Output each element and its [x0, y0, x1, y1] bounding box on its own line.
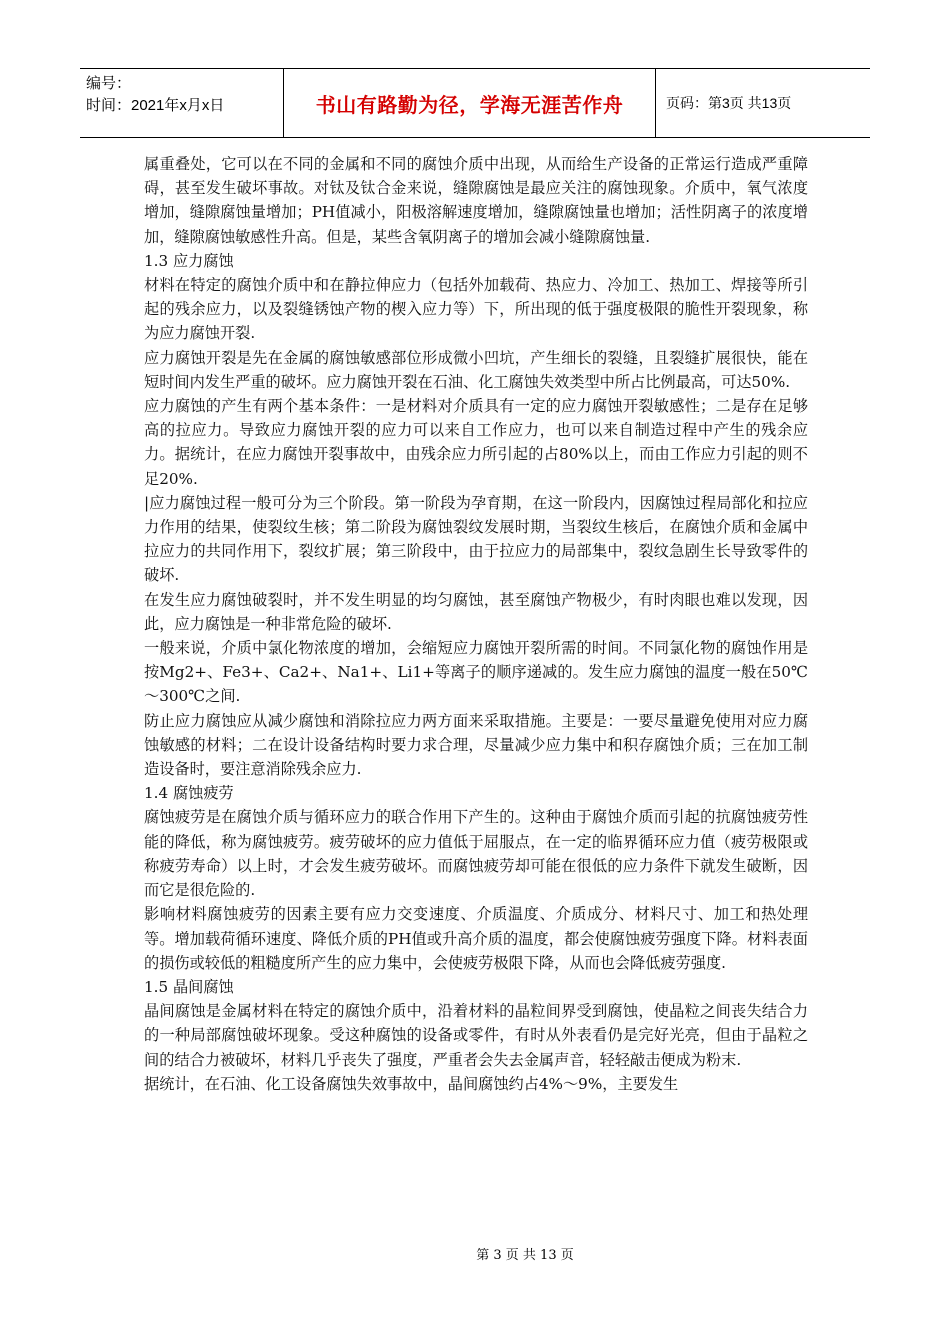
- page-footer: 第 3 页 共 13 页: [476, 1248, 574, 1263]
- section-heading: 1.4 腐蚀疲劳: [144, 784, 234, 803]
- paragraph: 腐蚀疲劳是在腐蚀介质与循环应力的联合作用下产生的。这种由于腐蚀介质而引起的抗腐蚀疲劳性能的降低，称为腐蚀疲劳。疲劳破坏的应力值低于屈服点，在一定的临界循环应力值（疲劳极限或称疲劳寿命）以上时，才会发生疲劳破坏。而腐蚀疲劳却可能在很低的应力条件下就发生破断，因而它是很危险的.: [144, 808, 808, 900]
- paragraph: 防止应力腐蚀应从减少腐蚀和消除拉应力两方面来采取措施。主要是：一要尽量避免使用对应力腐蚀敏感的材料；二在设计设备结构时要力求合理，尽量减少应力集中和积存腐蚀介质；三在加工制造设备时，要注意消除残余应力.: [144, 711, 808, 779]
- paragraph: 材料在特定的腐蚀介质中和在静拉伸应力（包括外加载荷、热应力、冷加工、热加工、焊接等所引起的残余应力，以及裂缝锈蚀产物的楔入应力等）下，所出现的低于强度极限的脆性开裂现象，称为应力腐蚀开裂.: [144, 276, 808, 343]
- paragraph: 影响材料腐蚀疲劳的因素主要有应力交变速度、介质温度、介质成分、材料尺寸、加工和热处理等。增加载荷循环速度、降低介质的PH值或升高介质的温度，都会使腐蚀疲劳强度下降。材料表面的损伤或较低的粗糙度所产生的应力集中，会使疲劳极限下降，从而也会降低疲劳强度.: [144, 905, 808, 972]
- header-motto: 书山有路勤为径，学海无涯苦作舟: [284, 69, 656, 137]
- section-heading: 1.5 晶间腐蚀: [144, 977, 234, 996]
- paragraph: 据统计，在石油、化工设备腐蚀失效事故中，晶间腐蚀约占4%～9%，主要发生: [144, 1074, 679, 1093]
- header-page-info: 页码：第3页 共13页: [666, 95, 792, 111]
- paragraph: 属重叠处，它可以在不同的金属和不同的腐蚀介质中出现，从而给生产设备的正常运行造成严重障碍，甚至发生破坏事故。对钛及钛合金来说，缝隙腐蚀是最应关注的腐蚀现象。介质中，氧气浓度增加，缝隙腐蚀量增加；PH值减小，阳极溶解速度增加，缝隙腐蚀量也增加；活性阴离子的浓度增加，缝隙腐蚀敏感性升高。但是，某些含氧阴离子的增加会减小缝隙腐蚀量.: [144, 155, 808, 246]
- document-date-label: 时间：2021年x月x日: [86, 97, 225, 114]
- document-body: [144, 152, 808, 1096]
- document-number-label: 编号：: [86, 75, 132, 92]
- paragraph: 在发生应力腐蚀破裂时，并不发生明显的均匀腐蚀，甚至腐蚀产物极少，有时肉眼也难以发现，因此，应力腐蚀是一种非常危险的破坏.: [144, 590, 808, 633]
- paragraph: 一般来说，介质中氯化物浓度的增加，会缩短应力腐蚀开裂所需的时间。不同氯化物的腐蚀作用是按Mg2+、Fe3+、Ca2+、Na1+、Li1+等离子的顺序递减的。发生应力腐蚀的温度一般在50℃～300℃之间.: [144, 639, 808, 706]
- page-header: [80, 68, 870, 138]
- section-heading: 1.3 应力腐蚀: [144, 251, 234, 270]
- paragraph: 晶间腐蚀是金属材料在特定的腐蚀介质中，沿着材料的晶粒间界受到腐蚀，使晶粒之间丧失结合力的一种局部腐蚀破坏现象。受这种腐蚀的设备或零件，有时从外表看仍是完好光亮，但由于晶粒之间的结合力被破坏，材料几乎丧失了强度，严重者会失去金属声音，轻轻敲击便成为粉末.: [144, 1002, 808, 1069]
- header-meta: [80, 69, 284, 137]
- paragraph: 应力腐蚀开裂是先在金属的腐蚀敏感部位形成微小凹坑，产生细长的裂缝，且裂缝扩展很快，能在短时间内发生严重的破坏。应力腐蚀开裂在石油、化工腐蚀失效类型中所占比例最高，可达50%.: [144, 348, 808, 391]
- paragraph: 应力腐蚀的产生有两个基本条件：一是材料对介质具有一定的应力腐蚀开裂敏感性；二是存在足够高的拉应力。导致应力腐蚀开裂的应力可以来自工作应力，也可以来自制造过程中产生的残余应力。据统计，在应力腐蚀开裂事故中，由残余应力所引起的占80%以上，而由工作应力引起的则不足20%.: [144, 397, 808, 488]
- paragraph: |应力腐蚀过程一般可分为三个阶段。第一阶段为孕育期，在这一阶段内，因腐蚀过程局部化和拉应力作用的结果，使裂纹生核；第二阶段为腐蚀裂纹发展时期，当裂纹生核后，在腐蚀介质和金属中拉应力的共同作用下，裂纹扩展；第三阶段中，由于拉应力的局部集中，裂纹急剧生长导致零件的破坏.: [144, 493, 808, 585]
